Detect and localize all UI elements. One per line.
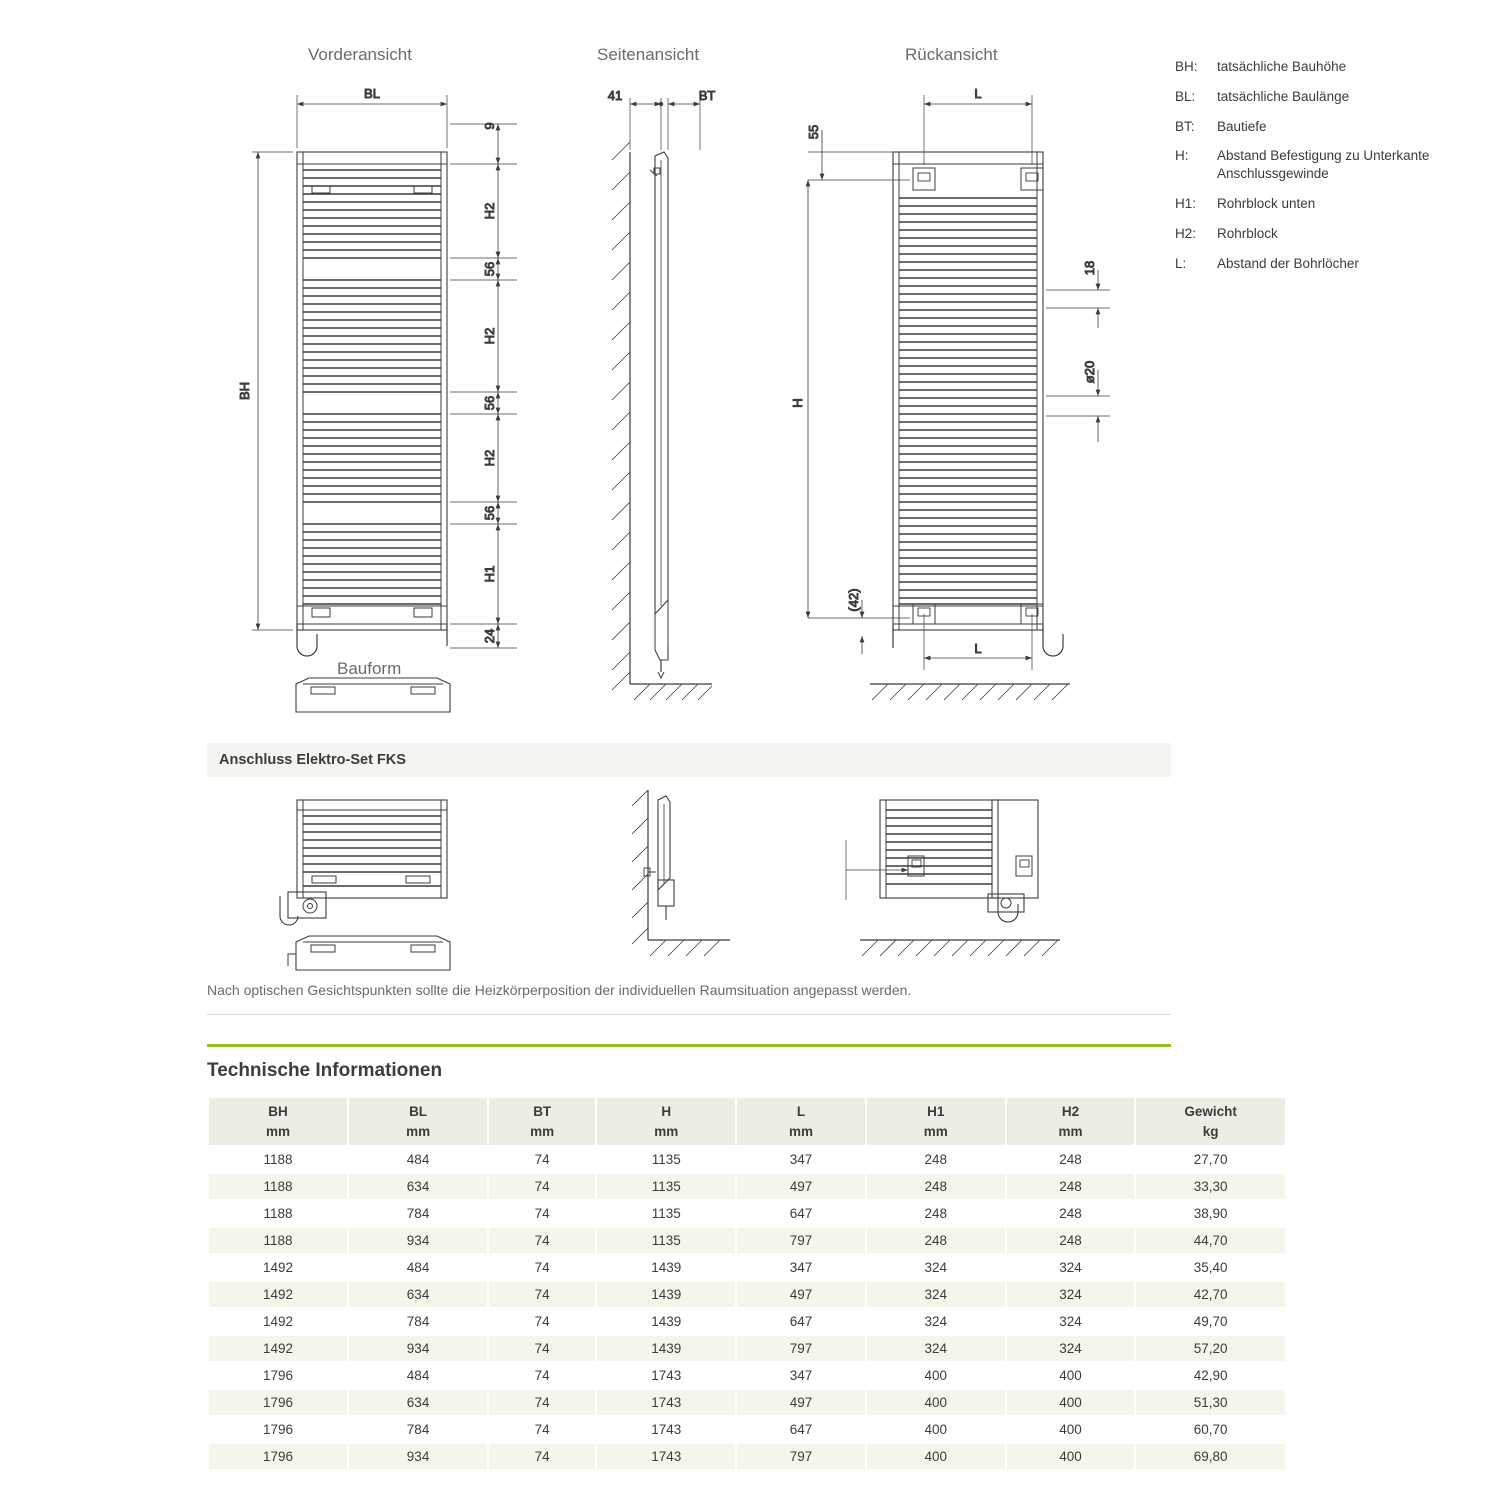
legend-key: H: [1175, 148, 1189, 164]
table-cell: 1492 [209, 1309, 347, 1334]
table-cell: 400 [867, 1390, 1005, 1415]
dim-rear-h: H [790, 398, 805, 408]
table-cell: 42,90 [1136, 1363, 1285, 1388]
legend-row [1175, 58, 1485, 76]
dim-front-h2-c: H2 [482, 449, 497, 467]
dim-front-h2-a: H2 [482, 202, 497, 220]
table-cell: 57,20 [1136, 1336, 1285, 1361]
elektro-front [280, 800, 447, 925]
col-name: BL [409, 1104, 428, 1119]
table-cell: 934 [349, 1336, 487, 1361]
table-cell: 400 [867, 1417, 1005, 1442]
view-title-side: Seitenansicht [597, 45, 700, 64]
table-cell: 74 [489, 1147, 595, 1172]
legend-key: BT: [1175, 118, 1195, 134]
table-header-cell [1136, 1098, 1285, 1145]
table-cell: 49,70 [1136, 1309, 1285, 1334]
table-header-cell [737, 1098, 864, 1145]
legend-value: Rohrblock unten [1217, 196, 1316, 212]
table-row [209, 1390, 1285, 1415]
table-cell: 797 [737, 1336, 864, 1361]
rear-tube-rows [899, 198, 1037, 604]
rear-mount-brackets [913, 168, 1043, 624]
table-cell: 324 [1007, 1255, 1134, 1280]
table-cell: 1743 [597, 1417, 735, 1442]
table-cell: 497 [737, 1282, 864, 1307]
elektro-band-title: Anschluss Elektro-Set FKS [219, 752, 406, 768]
table-cell: 248 [867, 1147, 1005, 1172]
table-cell: 74 [489, 1174, 595, 1199]
table-cell: 74 [489, 1228, 595, 1253]
col-unit: kg [1202, 1123, 1219, 1139]
legend-key: H1: [1175, 196, 1197, 212]
dim-rear-55: 55 [806, 124, 821, 140]
table-cell: 33,30 [1136, 1174, 1285, 1199]
table-row [209, 1255, 1285, 1280]
col-name: H2 [1061, 1104, 1080, 1119]
table-cell: 74 [489, 1255, 595, 1280]
legend-value: tatsächliche Baulänge [1217, 88, 1350, 104]
table-cell: 400 [867, 1363, 1005, 1388]
table-cell: 248 [867, 1174, 1005, 1199]
view-title-bauform: Bauform [337, 659, 402, 678]
table-cell: 1492 [209, 1255, 347, 1280]
legend-key: H2: [1175, 225, 1197, 241]
table-row [209, 1417, 1285, 1442]
dim-side [630, 98, 700, 150]
side-floor [630, 684, 712, 700]
table-cell: 1796 [209, 1417, 347, 1442]
dim-rear-l-top [924, 95, 1032, 165]
table-cell: 634 [349, 1390, 487, 1415]
table-cell: 647 [737, 1309, 864, 1334]
col-unit: mm [1058, 1123, 1083, 1139]
table-cell: 74 [489, 1309, 595, 1334]
side-radiator-profile [650, 152, 668, 678]
table-cell: 35,40 [1136, 1255, 1285, 1280]
table-cell: 484 [349, 1147, 487, 1172]
table-cell: 324 [1007, 1309, 1134, 1334]
dim-rear-l-bottom [924, 614, 1032, 670]
table-cell: 1135 [597, 1201, 735, 1226]
col-name: BT [533, 1104, 552, 1119]
table-cell: 400 [1007, 1363, 1134, 1388]
legend-value: Abstand Befestigung zu Unterkante Anschlussgewinde [1217, 148, 1430, 182]
legend-value: Rohrblock [1217, 225, 1278, 241]
table-cell: 1492 [209, 1336, 347, 1361]
elektro-bauform [288, 936, 450, 970]
col-unit: mm [923, 1123, 948, 1139]
dim-side-bt: BT [698, 88, 716, 103]
col-name: H [661, 1104, 672, 1119]
dim-front-h1: H1 [482, 565, 497, 583]
front-connector-left [297, 624, 317, 656]
table-cell: 69,80 [1136, 1444, 1285, 1469]
table-cell: 497 [737, 1390, 864, 1415]
col-unit: mm [789, 1123, 814, 1139]
dim-bl-label: BL [364, 86, 380, 101]
table-header-row [209, 1098, 1285, 1145]
bauform-shape [296, 678, 450, 712]
view-title-front: Vorderansicht [308, 45, 412, 64]
table-cell: 74 [489, 1336, 595, 1361]
col-name: L [796, 1104, 806, 1119]
table-header-cell [597, 1098, 735, 1145]
table-cell: 324 [867, 1255, 1005, 1280]
table-cell: 74 [489, 1282, 595, 1307]
table-cell: 248 [867, 1201, 1005, 1226]
table-cell: 784 [349, 1309, 487, 1334]
table-cell: 634 [349, 1174, 487, 1199]
table-cell: 1796 [209, 1390, 347, 1415]
table-cell: 42,70 [1136, 1282, 1285, 1307]
dim-front-24: 24 [482, 628, 497, 644]
legend-key: BL: [1175, 88, 1196, 104]
table-cell: 1188 [209, 1201, 347, 1226]
side-wall [612, 142, 630, 690]
table-cell: 347 [737, 1255, 864, 1280]
table-cell: 44,70 [1136, 1228, 1285, 1253]
table-cell: 74 [489, 1417, 595, 1442]
table-cell: 400 [867, 1444, 1005, 1469]
col-unit: mm [266, 1123, 291, 1139]
dim-rear-l-top-label: L [974, 86, 982, 101]
col-unit: mm [654, 1123, 679, 1139]
table-cell: 1439 [597, 1309, 735, 1334]
table-cell: 324 [1007, 1282, 1134, 1307]
table-cell: 1188 [209, 1228, 347, 1253]
table-cell: 1439 [597, 1255, 735, 1280]
table-row [209, 1228, 1285, 1253]
elektro-rear [846, 800, 1060, 956]
table-cell: 1188 [209, 1174, 347, 1199]
col-name: H1 [927, 1104, 945, 1119]
col-unit: mm [406, 1123, 431, 1139]
table-row [209, 1282, 1285, 1307]
rear-left-ext-lines [808, 152, 910, 618]
table-header-cell [489, 1098, 595, 1145]
table-cell: 248 [867, 1228, 1005, 1253]
dim-rear-d20: ø20 [1082, 360, 1097, 384]
table-cell: 324 [867, 1309, 1005, 1334]
table-cell: 797 [737, 1444, 864, 1469]
table-row [209, 1147, 1285, 1172]
table-cell: 934 [349, 1228, 487, 1253]
rear-radiator-body [893, 152, 1043, 630]
legend-row [1175, 118, 1485, 136]
table-cell: 74 [489, 1363, 595, 1388]
divider-rule [207, 1014, 1171, 1015]
table-cell: 248 [1007, 1201, 1134, 1226]
legend-value: Abstand der Bohrlöcher [1217, 255, 1359, 271]
table-cell: 248 [1007, 1147, 1134, 1172]
table-cell: 1135 [597, 1228, 735, 1253]
table-cell: 484 [349, 1363, 487, 1388]
table-cell: 1796 [209, 1444, 347, 1469]
table-cell: 248 [1007, 1228, 1134, 1253]
tech-info-title: Technische Informationen [207, 1060, 443, 1081]
table-cell: 51,30 [1136, 1390, 1285, 1415]
table-cell: 74 [489, 1390, 595, 1415]
table-cell: 1743 [597, 1444, 735, 1469]
table-cell: 38,90 [1136, 1201, 1285, 1226]
elektro-note: Nach optischen Gesichtspunkten sollte die Heizkörperposition der individuellen Raumsituation angepasst werden. [207, 982, 912, 998]
front-radiator-body [297, 152, 447, 630]
table-header-cell [867, 1098, 1005, 1145]
table-row [209, 1363, 1285, 1388]
dim-side-41: 41 [607, 88, 623, 103]
green-divider [207, 1044, 1171, 1047]
elektro-band [207, 743, 1171, 777]
front-dim-extension-lines [450, 124, 517, 648]
view-title-rear: Rückansicht [905, 45, 998, 64]
table-cell: 1743 [597, 1390, 735, 1415]
table-cell: 634 [349, 1282, 487, 1307]
table-cell: 1439 [597, 1282, 735, 1307]
dim-rear-18: 18 [1082, 260, 1097, 276]
legend [1175, 58, 1485, 285]
table-cell: 797 [737, 1228, 864, 1253]
dim-rear-42: (42) [846, 588, 861, 612]
legend-key: BH: [1175, 59, 1198, 74]
legend-value: Bautiefe [1217, 118, 1267, 134]
table-cell: 400 [1007, 1417, 1134, 1442]
legend-key: L: [1175, 255, 1187, 271]
legend-row [1175, 255, 1485, 273]
dim-bh-label: BH [237, 381, 252, 401]
rear-connector-right [1043, 624, 1063, 656]
table-cell: 784 [349, 1201, 487, 1226]
table-row [209, 1336, 1285, 1361]
dim-bl [297, 95, 447, 148]
table-cell: 647 [737, 1201, 864, 1226]
table-cell: 1135 [597, 1174, 735, 1199]
table-cell: 497 [737, 1174, 864, 1199]
table-row [209, 1174, 1285, 1199]
table-cell: 27,70 [1136, 1147, 1285, 1172]
front-bracket-marks [312, 186, 432, 617]
col-name: BH [268, 1104, 288, 1119]
legend-row [1175, 147, 1485, 183]
table-cell: 74 [489, 1444, 595, 1469]
table-cell: 74 [489, 1201, 595, 1226]
table-cell: 1188 [209, 1147, 347, 1172]
table-cell: 60,70 [1136, 1417, 1285, 1442]
table-header-cell [1007, 1098, 1134, 1145]
legend-row [1175, 225, 1485, 243]
dim-bh [252, 152, 293, 630]
table-row [209, 1444, 1285, 1469]
table-cell: 347 [737, 1363, 864, 1388]
table-header-cell [209, 1098, 347, 1145]
tech-info-table [207, 1096, 1287, 1471]
legend-row [1175, 195, 1485, 213]
table-cell: 934 [349, 1444, 487, 1469]
table-cell: 484 [349, 1255, 487, 1280]
table-cell: 1796 [209, 1363, 347, 1388]
table-cell: 1135 [597, 1147, 735, 1172]
dim-front-56-c: 56 [482, 505, 497, 521]
table-cell: 324 [867, 1282, 1005, 1307]
dim-front-9: 9 [482, 122, 497, 130]
table-cell: 324 [867, 1336, 1005, 1361]
table-cell: 324 [1007, 1336, 1134, 1361]
table-cell: 400 [1007, 1390, 1134, 1415]
legend-value: tatsächliche Bauhöhe [1217, 59, 1347, 74]
table-header-cell [349, 1098, 487, 1145]
dim-front-56-b: 56 [482, 395, 497, 411]
table-cell: 784 [349, 1417, 487, 1442]
rear-floor [870, 684, 1070, 700]
table-cell: 1492 [209, 1282, 347, 1307]
table-row [209, 1309, 1285, 1334]
legend-row [1175, 88, 1485, 106]
table-cell: 248 [1007, 1174, 1134, 1199]
dim-front-56-a: 56 [482, 261, 497, 277]
table-cell: 1439 [597, 1336, 735, 1361]
table-cell: 1743 [597, 1363, 735, 1388]
elektro-side [632, 790, 730, 956]
table-row [209, 1201, 1285, 1226]
dim-front-h2-b: H2 [482, 327, 497, 345]
table-cell: 647 [737, 1417, 864, 1442]
col-name: Gewicht [1184, 1104, 1237, 1119]
table-cell: 400 [1007, 1444, 1134, 1469]
dim-rear-l-bottom-label: L [974, 641, 982, 656]
front-tube-rows [303, 170, 441, 604]
table-cell: 347 [737, 1147, 864, 1172]
col-unit: mm [530, 1123, 555, 1139]
